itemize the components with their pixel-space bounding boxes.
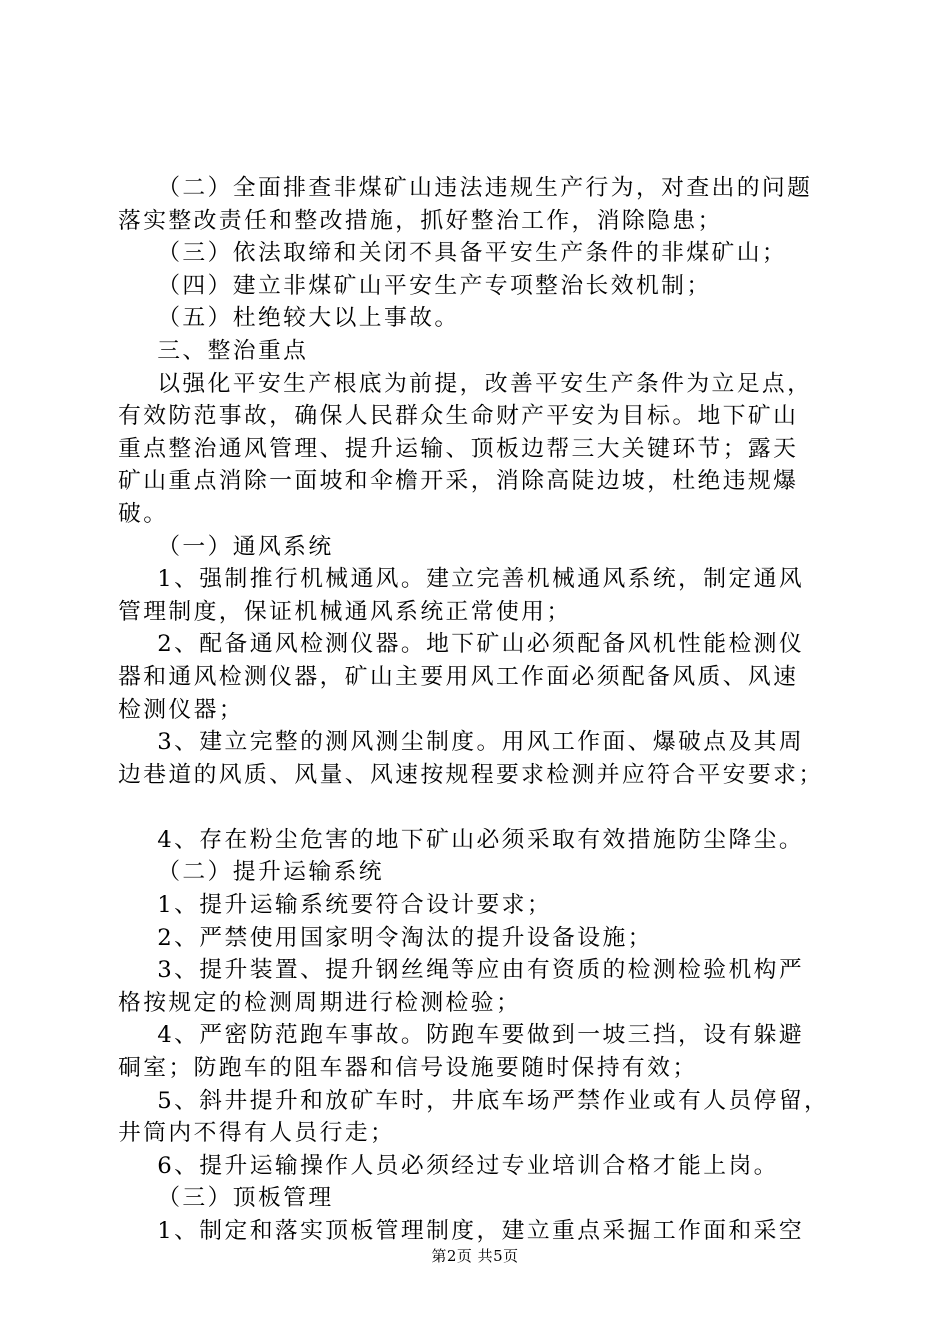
paragraph-line: （五）杜绝较大以上事故。	[157, 305, 460, 332]
subsection-heading: （二）提升运输系统	[157, 859, 384, 886]
paragraph-line: （四）建立非煤矿山平安生产专项整治长效机制；	[157, 272, 712, 299]
paragraph-line: 落实整改责任和整改措施，抓好整治工作，消除隐患；	[118, 207, 723, 234]
paragraph-line: 2、严禁使用国家明令淘汰的提升设备设施；	[157, 924, 653, 951]
paragraph-line: 井筒内不得有人员行走；	[118, 1120, 396, 1147]
paragraph-line: 3、提升装置、提升钢丝绳等应由有资质的检测检验机构严	[157, 957, 805, 984]
paragraph-line: 4、严密防范跑车事故。防跑车要做到一坡三挡，设有躲避	[157, 1022, 805, 1049]
page-number-footer: 第2页 共5页	[431, 1247, 519, 1265]
paragraph-line: 4、存在粉尘危害的地下矿山必须采取有效措施防尘降尘。	[157, 826, 805, 853]
paragraph-line: 5、斜井提升和放矿车时，井底车场严禁作业或有人员停留，	[157, 1087, 830, 1114]
paragraph-line: 器和通风检测仪器，矿山主要用风工作面必须配备风质、风速	[118, 663, 799, 690]
paragraph-line: 1、提升运输系统要符合设计要求；	[157, 892, 553, 919]
paragraph-line: 管理制度，保证机械通风系统正常使用；	[118, 598, 572, 625]
document-body	[118, 172, 838, 1248]
paragraph-line: （三）依法取缔和关闭不具备平安生产条件的非煤矿山；	[157, 240, 788, 267]
paragraph-line: 2、配备通风检测仪器。地下矿山必须配备风机性能检测仪	[157, 631, 805, 658]
paragraph-line: （二）全面排查非煤矿山违法违规生产行为，对查出的问题	[157, 175, 813, 201]
paragraph-line: 破。	[118, 500, 169, 527]
paragraph-line: 有效防范事故，确保人民群众生命财产平安为目标。地下矿山	[118, 403, 799, 430]
paragraph-line: 以强化平安生产根底为前提，改善平安生产条件为立足点，	[157, 370, 813, 397]
paragraph-line: 硐室；防跑车的阻车器和信号设施要随时保持有效；	[118, 1055, 698, 1082]
paragraph-line: 矿山重点消除一面坡和伞檐开采，消除高陡边坡，杜绝违规爆	[118, 468, 799, 495]
paragraph-line: 3、建立完整的测风测尘制度。用风工作面、爆破点及其周	[157, 729, 805, 756]
paragraph-line: 边巷道的风质、风量、风速按规程要求检测并应符合平安要求；	[118, 761, 824, 788]
paragraph-line: 1、制定和落实顶板管理制度，建立重点采掘工作面和采空	[157, 1218, 805, 1244]
paragraph-line: 1、强制推行机械通风。建立完善机械通风系统，制定通风	[157, 566, 805, 593]
section-heading: 三、整治重点	[157, 337, 309, 364]
subsection-heading: （三）顶板管理	[157, 1185, 334, 1212]
paragraph-line: 6、提升运输操作人员必须经过专业培训合格才能上岗。	[157, 1152, 779, 1179]
paragraph-line: 检测仪器；	[118, 696, 244, 723]
paragraph-line: 重点整治通风管理、提升运输、顶板边帮三大关键环节；露天	[118, 435, 799, 462]
paragraph-line: 格按规定的检测周期进行检测检验；	[118, 989, 522, 1016]
subsection-heading: （一）通风系统	[157, 533, 334, 560]
blank-line	[118, 791, 838, 824]
